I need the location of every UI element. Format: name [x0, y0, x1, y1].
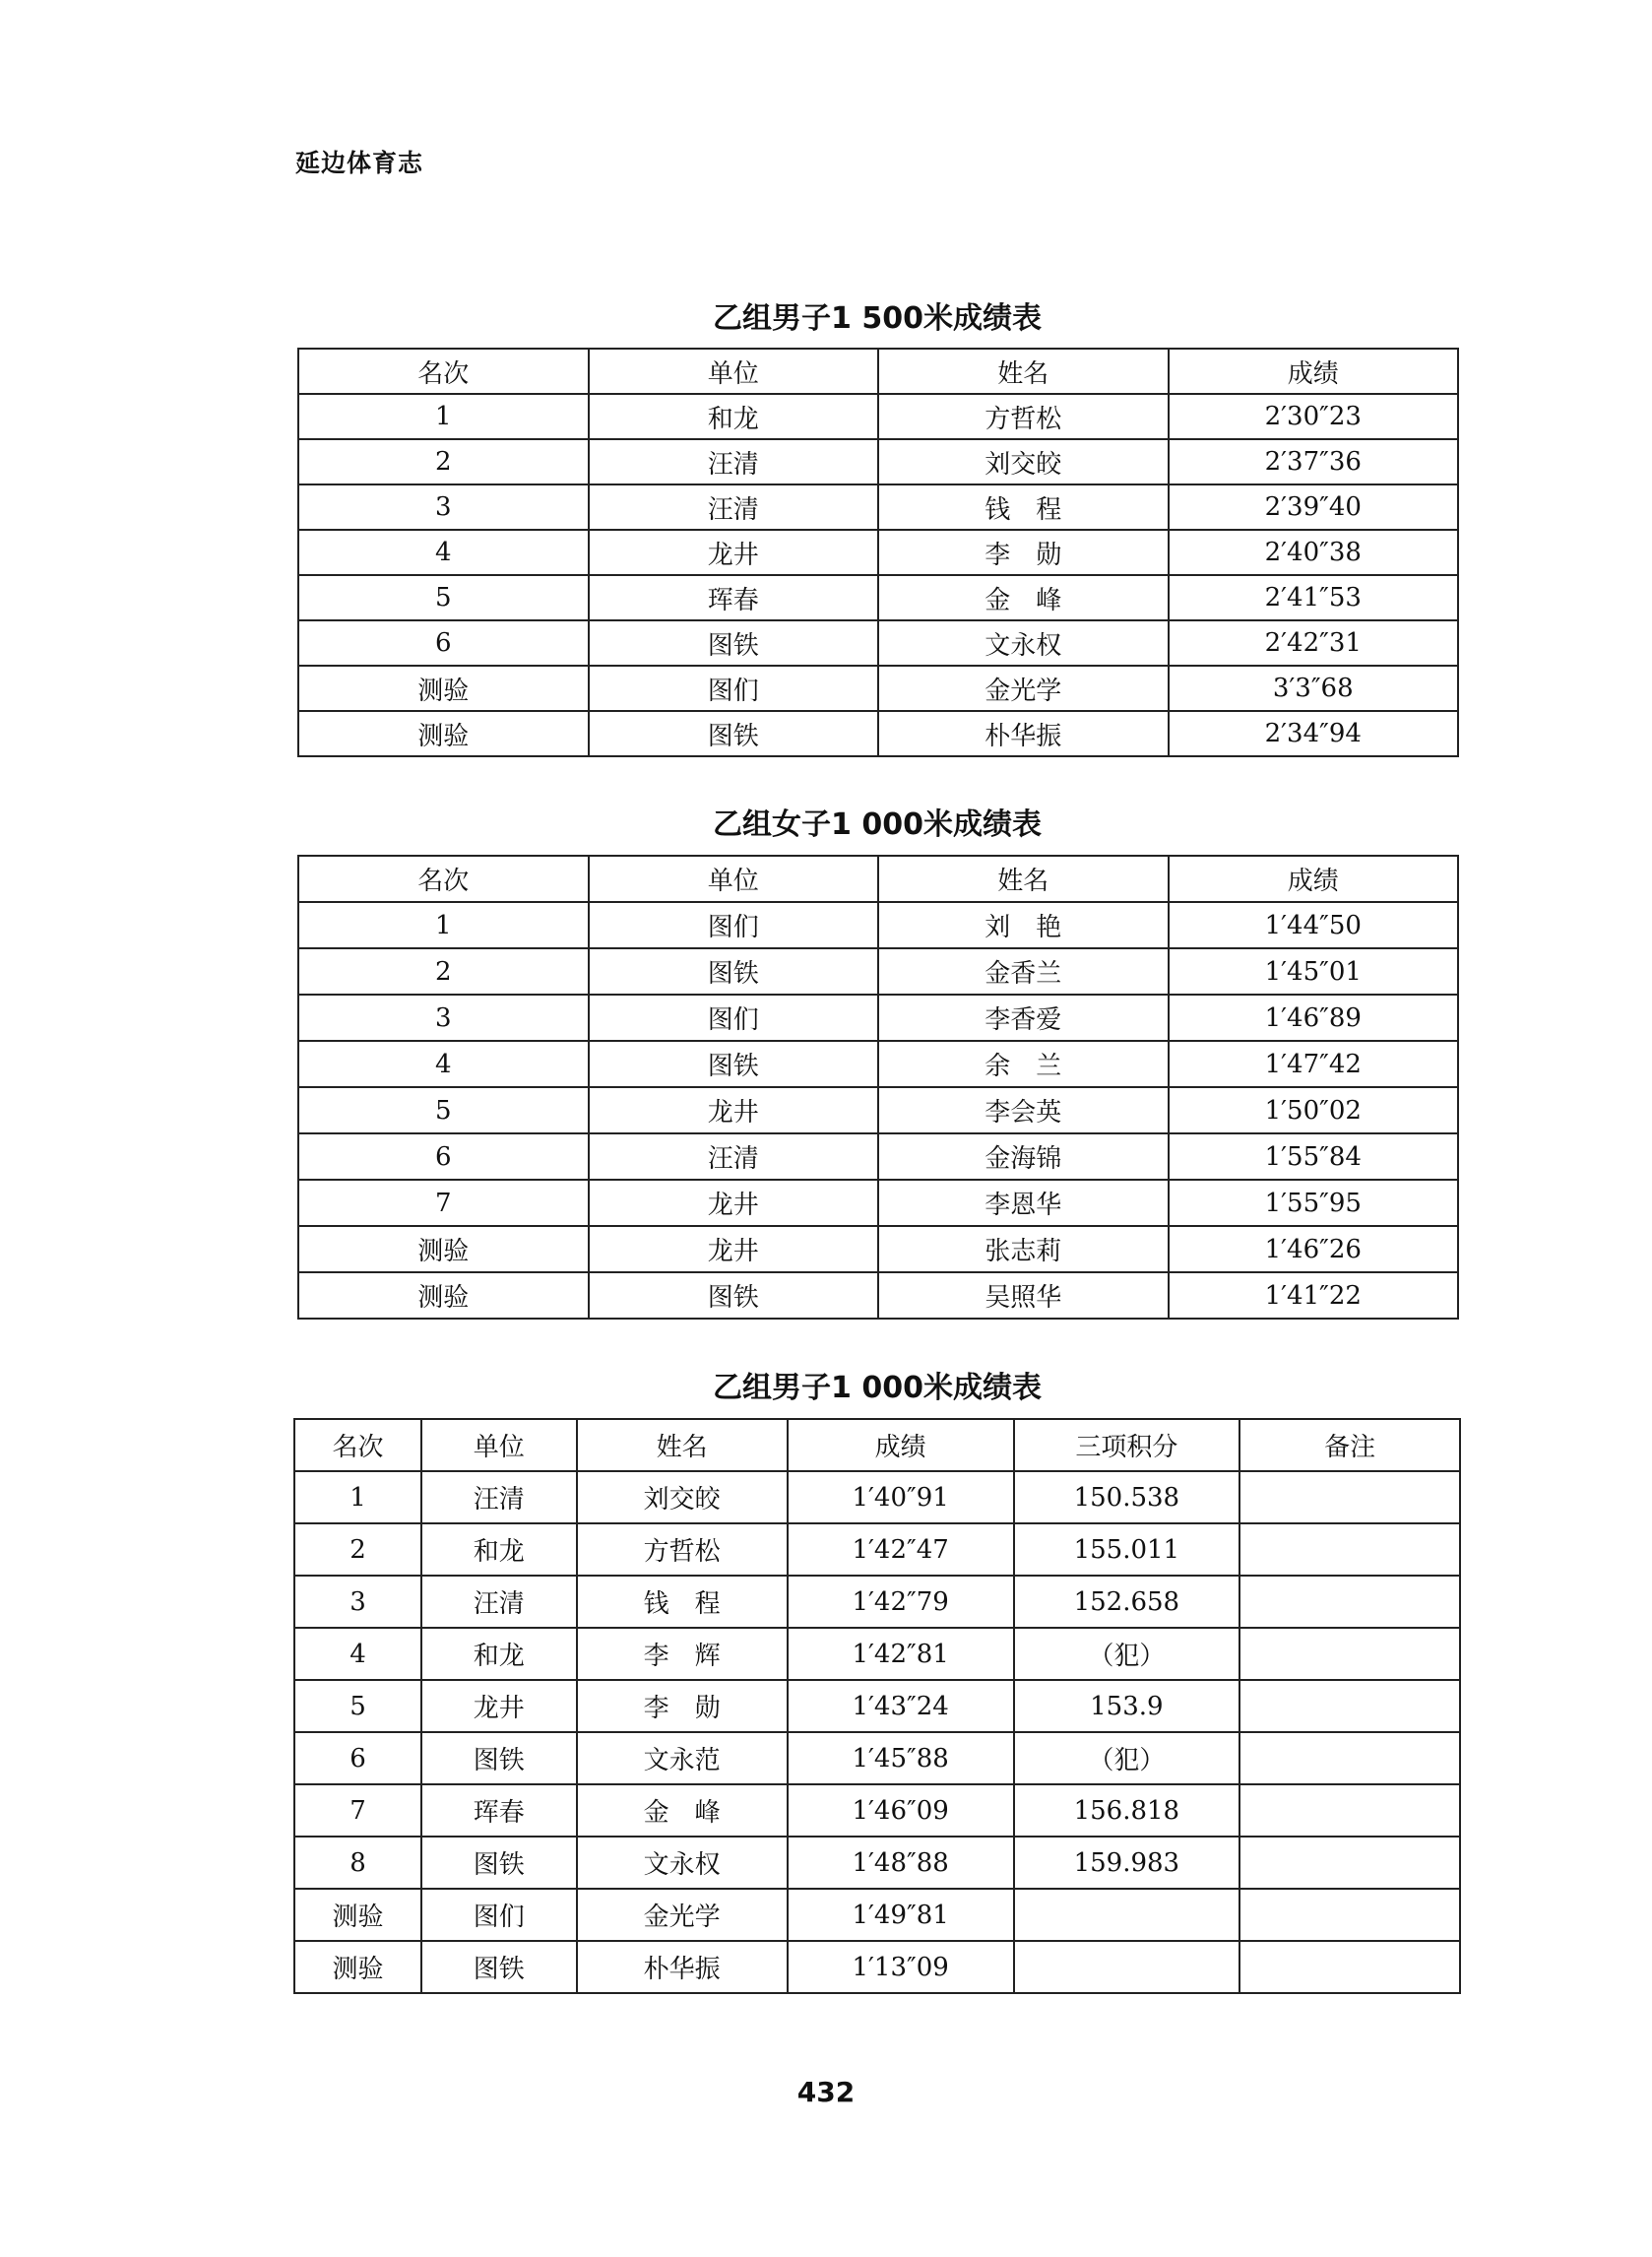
table-row — [298, 394, 1458, 439]
table-cell: 图铁 — [589, 1041, 879, 1087]
table-row — [294, 1941, 1460, 1993]
table-cell: 5 — [294, 1680, 421, 1732]
table-cell: 7 — [298, 1180, 589, 1226]
table-cell: 4 — [298, 530, 589, 575]
table-cell: 图们 — [589, 995, 879, 1041]
table-cell: 156.818 — [1014, 1784, 1240, 1837]
table-cell: 1′45″88 — [788, 1732, 1014, 1784]
table-cell — [1239, 1471, 1460, 1523]
table-row — [294, 1576, 1460, 1628]
table-cell: 1′46″09 — [788, 1784, 1014, 1837]
table-cell: 8 — [294, 1837, 421, 1889]
table-cell: 155.011 — [1014, 1523, 1240, 1576]
table-cell: 1′13″09 — [788, 1941, 1014, 1993]
table-row — [298, 1272, 1458, 1319]
column-header: 姓名 — [878, 349, 1169, 394]
table-cell: 吴照华 — [878, 1272, 1169, 1319]
table-cell: 1′55″95 — [1169, 1180, 1459, 1226]
table-cell: 张志莉 — [878, 1226, 1169, 1272]
table-row — [294, 1471, 1460, 1523]
table-cell: 汪清 — [589, 439, 879, 484]
table-cell: 龙井 — [421, 1680, 576, 1732]
table-cell: 5 — [298, 1087, 589, 1133]
table-cell: 159.983 — [1014, 1837, 1240, 1889]
table-row — [298, 902, 1458, 948]
table-cell: 2′30″23 — [1169, 394, 1459, 439]
table-cell: （犯） — [1014, 1732, 1240, 1784]
table-cell: 龙井 — [589, 1087, 879, 1133]
table3-body — [294, 1471, 1460, 1993]
table-cell: 图们 — [589, 666, 879, 711]
table-cell: 李 辉 — [577, 1628, 788, 1680]
column-header: 姓名 — [577, 1419, 788, 1471]
table-cell: 153.9 — [1014, 1680, 1240, 1732]
table-row — [298, 711, 1458, 756]
table-row — [294, 1680, 1460, 1732]
table-cell: 1′40″91 — [788, 1471, 1014, 1523]
table-cell: 1′42″79 — [788, 1576, 1014, 1628]
table-cell: 1′42″47 — [788, 1523, 1014, 1576]
table-cell: 图铁 — [421, 1941, 576, 1993]
table-row — [298, 1133, 1458, 1180]
table-row — [298, 666, 1458, 711]
table-cell: 龙井 — [589, 530, 879, 575]
table-cell: 3 — [294, 1576, 421, 1628]
table-cell: 朴华振 — [577, 1941, 788, 1993]
table-row — [298, 530, 1458, 575]
table-cell: 珲春 — [421, 1784, 576, 1837]
table-cell: 7 — [294, 1784, 421, 1837]
table-cell: 1′50″02 — [1169, 1087, 1459, 1133]
table-row — [294, 1732, 1460, 1784]
table-cell: 2′40″38 — [1169, 530, 1459, 575]
table-cell: 测验 — [298, 711, 589, 756]
table-cell: 图铁 — [421, 1837, 576, 1889]
table-row — [294, 1784, 1460, 1837]
table-cell: 刘 艳 — [878, 902, 1169, 948]
table-cell: 和龙 — [589, 394, 879, 439]
page-number: 432 — [796, 2076, 856, 2108]
table-cell: 和龙 — [421, 1628, 576, 1680]
table-cell: 龙井 — [589, 1226, 879, 1272]
table3 — [293, 1418, 1461, 1994]
table-cell: 图们 — [589, 902, 879, 948]
table-cell: 150.538 — [1014, 1471, 1240, 1523]
table-cell: 2′42″31 — [1169, 620, 1459, 666]
table-row — [298, 1041, 1458, 1087]
table-cell: 李香爱 — [878, 995, 1169, 1041]
table-cell — [1239, 1837, 1460, 1889]
table-cell: 1′44″50 — [1169, 902, 1459, 948]
table-cell: 1 — [298, 902, 589, 948]
table-row — [298, 439, 1458, 484]
running-head: 延边体育志 — [295, 149, 424, 177]
table-cell: 金 峰 — [577, 1784, 788, 1837]
table2 — [297, 855, 1459, 1320]
table2-header — [298, 856, 1458, 902]
table-cell: 汪清 — [589, 1133, 879, 1180]
table-cell: 1′42″81 — [788, 1628, 1014, 1680]
table-cell: 2 — [298, 948, 589, 995]
table-cell — [1239, 1628, 1460, 1680]
table-cell: 1′48″88 — [788, 1837, 1014, 1889]
table-cell: 测验 — [298, 666, 589, 711]
column-header: 备注 — [1239, 1419, 1460, 1471]
table-cell: 图铁 — [589, 711, 879, 756]
table-cell: 4 — [294, 1628, 421, 1680]
table-cell: 测验 — [298, 1226, 589, 1272]
table-cell: 2′34″94 — [1169, 711, 1459, 756]
column-header: 成绩 — [1169, 349, 1459, 394]
table1-title: 乙组男子1 500米成绩表 — [713, 301, 1042, 336]
table-cell: 钱 程 — [878, 484, 1169, 530]
table-row — [298, 948, 1458, 995]
table-cell: 1 — [298, 394, 589, 439]
column-header: 名次 — [294, 1419, 421, 1471]
table-row — [298, 1180, 1458, 1226]
table-cell: 图们 — [421, 1889, 576, 1941]
table-cell: 刘交皎 — [878, 439, 1169, 484]
table-cell: 和龙 — [421, 1523, 576, 1576]
table-cell: 文永权 — [878, 620, 1169, 666]
table-cell — [1014, 1941, 1240, 1993]
table-cell: 测验 — [294, 1889, 421, 1941]
table-cell — [1239, 1941, 1460, 1993]
table-cell: 汪清 — [421, 1471, 576, 1523]
table-cell: 1 — [294, 1471, 421, 1523]
column-header: 单位 — [421, 1419, 576, 1471]
column-header: 名次 — [298, 856, 589, 902]
table-cell — [1239, 1576, 1460, 1628]
table-cell: 方哲松 — [577, 1523, 788, 1576]
table-cell: 汪清 — [589, 484, 879, 530]
table-cell: 方哲松 — [878, 394, 1169, 439]
column-header: 名次 — [298, 349, 589, 394]
table-row — [298, 995, 1458, 1041]
table-cell: 1′43″24 — [788, 1680, 1014, 1732]
table3-title: 乙组男子1 000米成绩表 — [713, 1371, 1042, 1405]
table-row — [294, 1523, 1460, 1576]
column-header: 三项积分 — [1014, 1419, 1240, 1471]
table-cell: 金海锦 — [878, 1133, 1169, 1180]
table3-header — [294, 1419, 1460, 1471]
table-cell: 3′3″68 — [1169, 666, 1459, 711]
table-cell: 1′46″89 — [1169, 995, 1459, 1041]
column-header: 姓名 — [878, 856, 1169, 902]
table-cell: 李 勋 — [577, 1680, 788, 1732]
table-cell: 朴华振 — [878, 711, 1169, 756]
table-cell — [1239, 1680, 1460, 1732]
table2-body — [298, 902, 1458, 1319]
table-cell: 2 — [298, 439, 589, 484]
table-cell: 2′39″40 — [1169, 484, 1459, 530]
table-cell: 3 — [298, 995, 589, 1041]
table-cell: 6 — [298, 620, 589, 666]
table-cell: 3 — [298, 484, 589, 530]
table-cell — [1014, 1889, 1240, 1941]
table-cell: 5 — [298, 575, 589, 620]
table-row — [298, 620, 1458, 666]
table-cell: 金光学 — [577, 1889, 788, 1941]
table-cell: 珲春 — [589, 575, 879, 620]
table-cell: 1′45″01 — [1169, 948, 1459, 995]
table-cell — [1239, 1732, 1460, 1784]
table-row — [298, 1087, 1458, 1133]
table-cell — [1239, 1784, 1460, 1837]
table-cell: 钱 程 — [577, 1576, 788, 1628]
table-cell: 测验 — [298, 1272, 589, 1319]
table-cell — [1239, 1523, 1460, 1576]
table-cell: 2′41″53 — [1169, 575, 1459, 620]
table-row — [298, 1226, 1458, 1272]
column-header: 成绩 — [788, 1419, 1014, 1471]
table-cell — [1239, 1889, 1460, 1941]
table-cell: 图铁 — [589, 948, 879, 995]
table-cell: 1′49″81 — [788, 1889, 1014, 1941]
table-cell: 李 勋 — [878, 530, 1169, 575]
table-cell: 4 — [298, 1041, 589, 1087]
table-cell: 图铁 — [589, 1272, 879, 1319]
table-cell: 6 — [298, 1133, 589, 1180]
table-row — [298, 484, 1458, 530]
table-cell: 图铁 — [421, 1732, 576, 1784]
table-cell: 汪清 — [421, 1576, 576, 1628]
table-cell: 1′41″22 — [1169, 1272, 1459, 1319]
column-header: 单位 — [589, 856, 879, 902]
table-cell: 余 兰 — [878, 1041, 1169, 1087]
table-cell: 文永范 — [577, 1732, 788, 1784]
column-header: 单位 — [589, 349, 879, 394]
table-cell: 1′55″84 — [1169, 1133, 1459, 1180]
table-cell: 图铁 — [589, 620, 879, 666]
table-cell: 6 — [294, 1732, 421, 1784]
table-cell: 金光学 — [878, 666, 1169, 711]
table-cell: 刘交皎 — [577, 1471, 788, 1523]
table2-title: 乙组女子1 000米成绩表 — [713, 807, 1042, 842]
table-cell: （犯） — [1014, 1628, 1240, 1680]
table-row — [298, 575, 1458, 620]
table-cell: 152.658 — [1014, 1576, 1240, 1628]
table-cell: 2′37″36 — [1169, 439, 1459, 484]
table-row — [294, 1837, 1460, 1889]
table-row — [294, 1889, 1460, 1941]
table1 — [297, 348, 1459, 757]
table-cell: 金 峰 — [878, 575, 1169, 620]
table-cell: 李会英 — [878, 1087, 1169, 1133]
table-cell: 1′47″42 — [1169, 1041, 1459, 1087]
table-cell: 李恩华 — [878, 1180, 1169, 1226]
table-cell: 1′46″26 — [1169, 1226, 1459, 1272]
column-header: 成绩 — [1169, 856, 1459, 902]
table1-header — [298, 349, 1458, 394]
table-cell: 测验 — [294, 1941, 421, 1993]
table-cell: 龙井 — [589, 1180, 879, 1226]
table-row — [294, 1628, 1460, 1680]
table-cell: 文永权 — [577, 1837, 788, 1889]
table1-body — [298, 394, 1458, 756]
table-cell: 2 — [294, 1523, 421, 1576]
table-cell: 金香兰 — [878, 948, 1169, 995]
